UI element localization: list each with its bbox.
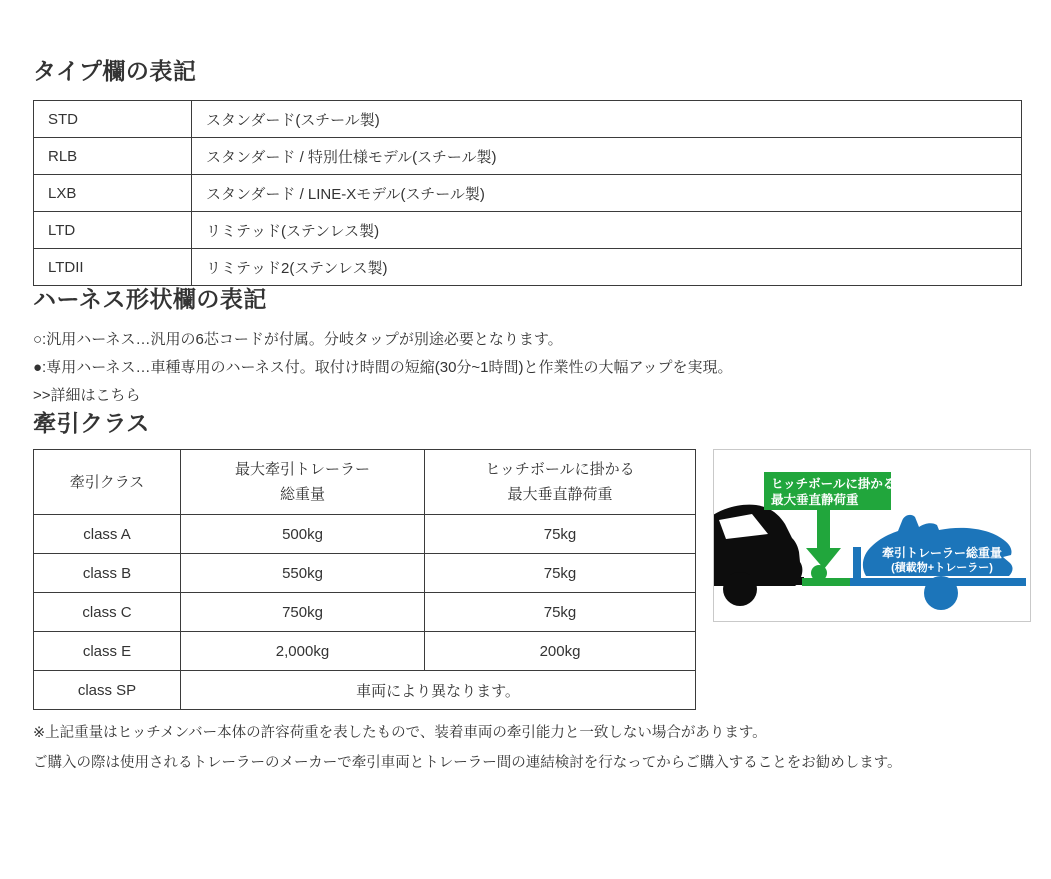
load-cell: 75kg bbox=[425, 515, 696, 554]
table-row bbox=[34, 671, 696, 710]
towing-content bbox=[33, 449, 1023, 710]
load-cell: 75kg bbox=[425, 593, 696, 632]
type-section-heading: タイプ欄の表記 bbox=[33, 58, 197, 84]
type-desc: スタンダード / 特別仕様モデル(スチール製) bbox=[192, 138, 1022, 175]
type-code: RLB bbox=[34, 138, 192, 175]
hitch-bar bbox=[786, 577, 804, 585]
harness-section-heading: ハーネス形状欄の表記 bbox=[33, 286, 267, 313]
label-line2: 最大垂直静荷重 bbox=[771, 493, 859, 508]
type-desc: スタンダード(スチール製) bbox=[192, 101, 1022, 138]
type-code: STD bbox=[34, 101, 192, 138]
weight-cell: 550kg bbox=[181, 554, 425, 593]
table-row bbox=[34, 515, 696, 554]
header-line: ヒッチボールに掛かる bbox=[485, 460, 635, 478]
arrow-down-icon bbox=[817, 510, 830, 548]
table-row bbox=[34, 554, 696, 593]
header-line: 総重量 bbox=[279, 486, 325, 504]
table-row bbox=[34, 593, 696, 632]
harness-description bbox=[33, 326, 1023, 410]
class-cell: class E bbox=[34, 632, 181, 671]
type-table bbox=[33, 100, 1022, 286]
weight-cell: 2,000kg bbox=[181, 632, 425, 671]
type-code: LTD bbox=[34, 212, 192, 249]
trailer-weight-line1: 牽引トレーラー総重量 bbox=[881, 546, 1003, 561]
table-row bbox=[34, 212, 1022, 249]
table-row bbox=[34, 101, 1022, 138]
sp-note-cell: 車両により異なります。 bbox=[181, 671, 696, 710]
class-cell: class B bbox=[34, 554, 181, 593]
trailer-weight-line2: (積載物+トレーラー) bbox=[891, 562, 993, 575]
weight-cell: 500kg bbox=[181, 515, 425, 554]
footnote-purchase: ご購入の際は使用されるトレーラーのメーカーで牽引車両とトレーラー間の連結検討を行なってからご購入することをお勧めします。 bbox=[33, 755, 902, 772]
table-row bbox=[34, 175, 1022, 212]
towing-class-table bbox=[33, 449, 696, 710]
hitch-tongue-green bbox=[802, 578, 850, 586]
type-desc: リミテッド2(ステンレス製) bbox=[192, 249, 1022, 286]
footnote-capacity: ※上記重量はヒッチメンバー本体の許容荷重を表したもので、装着車両の牽引能力と一致しない場合があります。 bbox=[33, 725, 767, 742]
class-cell: class SP bbox=[34, 671, 181, 710]
trailer-wheel bbox=[924, 576, 958, 610]
arrow-head bbox=[806, 548, 841, 569]
type-code: LTDII bbox=[34, 249, 192, 286]
type-desc: リミテッド(ステンレス製) bbox=[192, 212, 1022, 249]
car-silhouette-icon bbox=[714, 505, 804, 606]
table-row bbox=[34, 138, 1022, 175]
weight-cell: 750kg bbox=[181, 593, 425, 632]
trailer-jetski-icon bbox=[850, 515, 1026, 610]
footnotes bbox=[33, 718, 1023, 778]
class-cell: class C bbox=[34, 593, 181, 632]
harness-line-dedicated: ●:専用ハーネス…車種専用のハーネス付。取付け時間の短縮(30分~1時間)と作業性の大幅アップを実現。 bbox=[33, 358, 733, 376]
table-row bbox=[34, 632, 696, 671]
towing-class-header: 牽引クラス bbox=[34, 450, 181, 515]
load-cell: 75kg bbox=[425, 554, 696, 593]
max-vertical-load-header bbox=[425, 450, 696, 515]
label-line1: ヒッチボールに掛かる bbox=[771, 477, 896, 492]
harness-line-generic: ○:汎用ハーネス…汎用の6芯コードが付属。分岐タップが別途必要となります。 bbox=[33, 330, 563, 348]
class-cell: class A bbox=[34, 515, 181, 554]
table-header-row bbox=[34, 450, 696, 515]
detail-link[interactable]: >>詳細はこちら bbox=[33, 386, 141, 404]
table-row bbox=[34, 249, 1022, 286]
header-line: 最大牽引トレーラー bbox=[234, 460, 370, 478]
header-line: 最大垂直静荷重 bbox=[507, 486, 613, 504]
type-desc: スタンダード / LINE-Xモデル(スチール製) bbox=[192, 175, 1022, 212]
towing-diagram bbox=[713, 449, 1031, 622]
towing-diagram-svg bbox=[714, 450, 1030, 621]
type-code: LXB bbox=[34, 175, 192, 212]
load-cell: 200kg bbox=[425, 632, 696, 671]
towing-section-heading: 牽引クラス bbox=[33, 409, 150, 436]
max-trailer-weight-header bbox=[181, 450, 425, 515]
